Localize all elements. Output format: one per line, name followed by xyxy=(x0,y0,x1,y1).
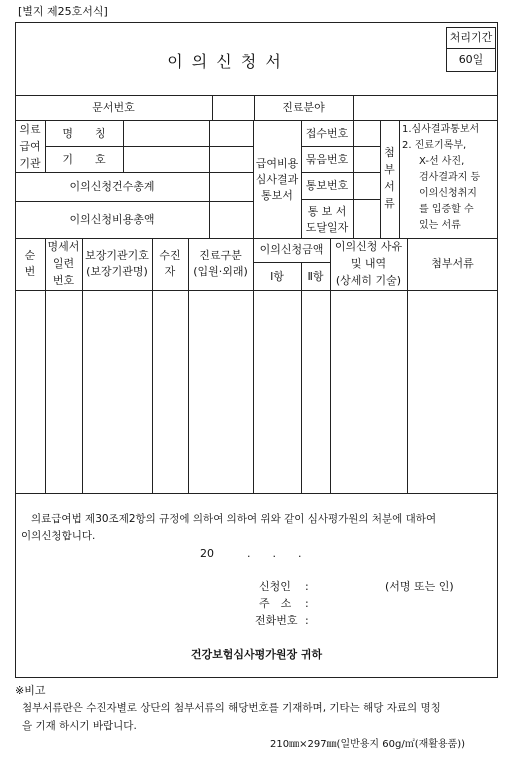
notice-label-1: 급여비용 xyxy=(255,157,299,170)
applicant-phone-field[interactable] xyxy=(315,612,490,628)
col-patient-1: 수진 xyxy=(159,249,181,262)
institution-name-field[interactable] xyxy=(124,121,208,145)
institution-code-label: 기 호 xyxy=(62,153,106,166)
processing-period-value: 60일 xyxy=(458,53,484,66)
attachment-item-1: 1.심사결과통보서 xyxy=(402,124,480,135)
statement-date: 20 . . . xyxy=(200,547,302,560)
statement-line-1: 의료급여법 제30조제2항의 규정에 의하여 의하여 위와 같이 심사평가원의 처분에 대하여 xyxy=(31,513,437,525)
doc-number-field[interactable] xyxy=(213,96,253,119)
col-reason-1: 이의신청 사유 xyxy=(334,240,403,253)
col-inst-2: (보장기관명) xyxy=(86,265,148,278)
attachment-item-5: 이의신청취지 xyxy=(419,188,477,199)
institution-group-3: 기관 xyxy=(19,157,41,170)
institution-group-1: 의료 xyxy=(19,123,41,136)
receipt-number-label: 접수번호 xyxy=(305,127,349,140)
footnote-line-2: 을 기재 하시기 바랍니다. xyxy=(22,720,137,732)
institution-name-label: 명 칭 xyxy=(62,127,106,140)
col-amount-1: Ⅰ항 xyxy=(270,270,284,283)
field-value-field[interactable] xyxy=(354,96,497,119)
attachments-label-4: 류 xyxy=(384,197,395,210)
footnote-title: ※비고 xyxy=(15,684,46,697)
attachment-item-2: 2. 진료기록부, xyxy=(402,140,467,151)
applicant-name-field[interactable] xyxy=(315,578,383,594)
applicant-phone-colon: : xyxy=(305,614,309,627)
applicant-address-colon: : xyxy=(305,597,309,610)
total-amount-label: 이의신청비용총액 xyxy=(69,213,155,226)
col-seq-1: 순 xyxy=(24,249,36,262)
attachment-item-6: 를 입증할 수 xyxy=(419,204,474,215)
attachment-item-3: X-선 사진, xyxy=(419,156,465,167)
arrival-date-field[interactable] xyxy=(354,200,379,237)
processing-period-label: 처리기간 xyxy=(449,31,493,44)
bundle-number-field[interactable] xyxy=(354,147,379,171)
applicant-name-colon: : xyxy=(305,580,309,593)
applicant-name-label: 신청인 xyxy=(259,580,291,593)
col-type-2: (입원·외래) xyxy=(193,265,248,278)
col-reason-2: 및 내역 xyxy=(350,257,387,270)
applicant-address-label: 주 소 xyxy=(259,597,292,610)
footnote-line-1: 첨부서류란은 수진자별로 상단의 첨부서류의 해당번호를 기재하며, 기타는 해당 자료의 명칭 xyxy=(22,702,441,714)
attachment-item-4: 검사결과지 등 xyxy=(419,172,481,183)
total-amount-field[interactable] xyxy=(210,202,252,237)
col-attach: 첨부서류 xyxy=(431,257,474,270)
notice-label-2: 심사결과 xyxy=(255,173,299,186)
attachments-label-3: 서 xyxy=(384,180,395,193)
arrival-date-label-2: 도달일자 xyxy=(305,221,349,234)
doc-number-label: 문서번호 xyxy=(92,101,135,114)
attachments-label-1: 첨 xyxy=(384,146,395,159)
total-cases-label: 이의신청건수총계 xyxy=(69,180,155,193)
col-amount: 이의신청금액 xyxy=(259,243,324,256)
sign-hint: (서명 또는 인) xyxy=(385,580,454,593)
col-stmt-1: 명세서 xyxy=(47,240,80,253)
attachments-label-2: 부 xyxy=(384,163,395,176)
bundle-number-label: 묶음번호 xyxy=(305,153,349,166)
form-number: [별지 제25호서식] xyxy=(18,5,108,18)
col-reason-3: (상세히 기술) xyxy=(335,274,402,287)
applicant-address-field[interactable] xyxy=(315,595,490,611)
col-inst-1: 보장기관기호 xyxy=(85,249,149,262)
addressee: 건강보험심사평가원장 귀하 xyxy=(190,648,323,661)
col-stmt-2: 일련 xyxy=(52,257,75,270)
col-type-1: 진료구분 xyxy=(199,249,242,262)
col-patient-2: 자 xyxy=(164,265,176,278)
institution-group-2: 급여 xyxy=(19,140,41,153)
field-label: 진료분야 xyxy=(282,101,325,114)
table-body[interactable] xyxy=(16,291,497,492)
paper-spec: 210㎜×297㎜(일반용지 60g/㎡(재활용품)) xyxy=(270,739,466,750)
col-seq-2: 번 xyxy=(24,265,36,278)
receipt-number-field[interactable] xyxy=(354,121,379,145)
total-cases-field[interactable] xyxy=(210,173,252,200)
attachment-item-7: 있는 서류 xyxy=(419,220,461,231)
notice-label-3: 통보서 xyxy=(261,189,293,202)
notice-number-label: 통보번호 xyxy=(305,179,349,192)
statement-line-2: 이의신청합니다. xyxy=(21,530,96,542)
applicant-phone-label: 전화번호 xyxy=(255,614,298,627)
form-title: 이 의 신 청 서 xyxy=(167,52,283,71)
arrival-date-label-1: 통 보 서 xyxy=(307,205,347,218)
notice-number-field[interactable] xyxy=(354,173,379,198)
col-amount-2: Ⅱ항 xyxy=(307,270,324,283)
institution-code-field[interactable] xyxy=(124,147,208,171)
col-stmt-3: 번호 xyxy=(52,274,75,287)
